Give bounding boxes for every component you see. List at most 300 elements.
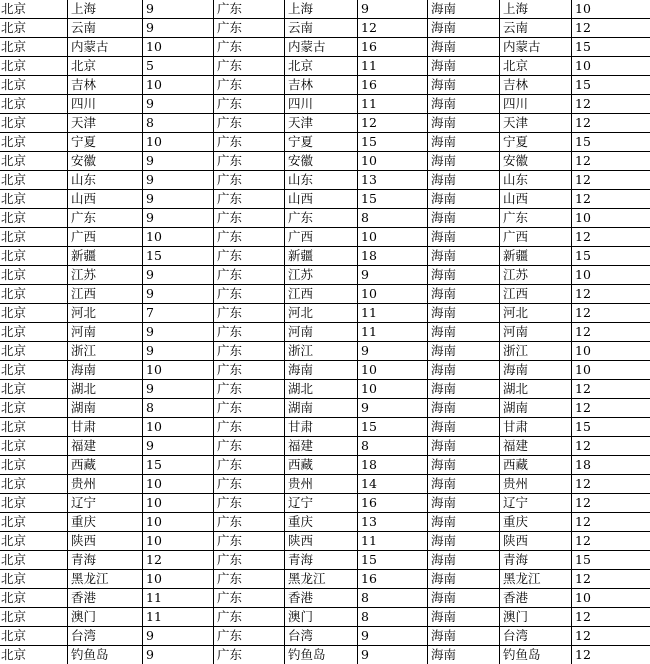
cell-origin[interactable]: 北京	[0, 171, 68, 190]
cell-origin[interactable]: 海南	[428, 608, 500, 627]
cell-destination[interactable]: 青海	[285, 551, 358, 570]
cell-price[interactable]: 12	[572, 95, 650, 114]
cell-destination[interactable]: 广西	[68, 228, 143, 247]
cell-origin[interactable]: 海南	[428, 19, 500, 38]
cell-origin[interactable]: 广东	[214, 456, 285, 475]
cell-destination[interactable]: 河南	[68, 323, 143, 342]
cell-origin[interactable]: 广东	[214, 133, 285, 152]
cell-destination[interactable]: 山东	[500, 171, 572, 190]
cell-origin[interactable]: 广东	[214, 589, 285, 608]
cell-origin[interactable]: 海南	[428, 437, 500, 456]
cell-origin[interactable]: 海南	[428, 323, 500, 342]
cell-destination[interactable]: 新疆	[68, 247, 143, 266]
cell-destination[interactable]: 山东	[68, 171, 143, 190]
cell-origin[interactable]: 北京	[0, 266, 68, 285]
cell-price[interactable]: 9	[143, 323, 214, 342]
cell-destination[interactable]: 上海	[285, 0, 358, 19]
cell-origin[interactable]: 海南	[428, 361, 500, 380]
cell-destination[interactable]: 四川	[68, 95, 143, 114]
cell-origin[interactable]: 北京	[0, 399, 68, 418]
cell-destination[interactable]: 河北	[500, 304, 572, 323]
cell-destination[interactable]: 安徽	[500, 152, 572, 171]
cell-price[interactable]: 11	[358, 323, 428, 342]
cell-destination[interactable]: 陕西	[68, 532, 143, 551]
cell-destination[interactable]: 甘肃	[68, 418, 143, 437]
cell-price[interactable]: 16	[358, 38, 428, 57]
cell-destination[interactable]: 河北	[68, 304, 143, 323]
cell-origin[interactable]: 广东	[214, 418, 285, 437]
cell-origin[interactable]: 北京	[0, 532, 68, 551]
cell-origin[interactable]: 广东	[214, 532, 285, 551]
cell-price[interactable]: 9	[143, 380, 214, 399]
cell-origin[interactable]: 广东	[214, 551, 285, 570]
cell-price[interactable]: 12	[143, 551, 214, 570]
cell-destination[interactable]: 吉林	[68, 76, 143, 95]
cell-price[interactable]: 9	[143, 95, 214, 114]
cell-price[interactable]: 5	[143, 57, 214, 76]
cell-price[interactable]: 15	[358, 133, 428, 152]
cell-price[interactable]: 15	[572, 418, 650, 437]
cell-price[interactable]: 9	[143, 646, 214, 664]
cell-destination[interactable]: 河南	[500, 323, 572, 342]
cell-origin[interactable]: 广东	[214, 228, 285, 247]
cell-origin[interactable]: 海南	[428, 228, 500, 247]
cell-origin[interactable]: 北京	[0, 494, 68, 513]
cell-price[interactable]: 18	[572, 456, 650, 475]
cell-price[interactable]: 9	[143, 152, 214, 171]
cell-price[interactable]: 9	[358, 646, 428, 664]
cell-origin[interactable]: 海南	[428, 57, 500, 76]
cell-price[interactable]: 12	[572, 380, 650, 399]
cell-origin[interactable]: 海南	[428, 171, 500, 190]
cell-origin[interactable]: 海南	[428, 0, 500, 19]
cell-origin[interactable]: 海南	[428, 247, 500, 266]
cell-origin[interactable]: 广东	[214, 475, 285, 494]
cell-price[interactable]: 8	[143, 114, 214, 133]
cell-destination[interactable]: 湖南	[500, 399, 572, 418]
cell-origin[interactable]: 海南	[428, 380, 500, 399]
cell-price[interactable]: 10	[572, 209, 650, 228]
cell-destination[interactable]: 澳门	[500, 608, 572, 627]
cell-price[interactable]: 8	[358, 209, 428, 228]
cell-origin[interactable]: 海南	[428, 95, 500, 114]
cell-price[interactable]: 9	[358, 627, 428, 646]
cell-origin[interactable]: 广东	[214, 513, 285, 532]
cell-origin[interactable]: 广东	[214, 171, 285, 190]
cell-price[interactable]: 8	[358, 589, 428, 608]
cell-destination[interactable]: 内蒙古	[285, 38, 358, 57]
cell-origin[interactable]: 广东	[214, 76, 285, 95]
cell-price[interactable]: 12	[572, 513, 650, 532]
cell-destination[interactable]: 江苏	[68, 266, 143, 285]
cell-destination[interactable]: 江西	[68, 285, 143, 304]
cell-origin[interactable]: 广东	[214, 342, 285, 361]
cell-origin[interactable]: 海南	[428, 133, 500, 152]
cell-price[interactable]: 10	[572, 589, 650, 608]
cell-destination[interactable]: 海南	[500, 361, 572, 380]
cell-destination[interactable]: 台湾	[68, 627, 143, 646]
cell-destination[interactable]: 青海	[68, 551, 143, 570]
cell-price[interactable]: 12	[572, 399, 650, 418]
cell-price[interactable]: 10	[358, 228, 428, 247]
cell-destination[interactable]: 安徽	[68, 152, 143, 171]
cell-destination[interactable]: 台湾	[500, 627, 572, 646]
cell-origin[interactable]: 海南	[428, 190, 500, 209]
cell-origin[interactable]: 北京	[0, 95, 68, 114]
cell-destination[interactable]: 辽宁	[68, 494, 143, 513]
cell-price[interactable]: 12	[572, 437, 650, 456]
cell-destination[interactable]: 上海	[500, 0, 572, 19]
cell-price[interactable]: 13	[358, 513, 428, 532]
cell-destination[interactable]: 海南	[68, 361, 143, 380]
cell-origin[interactable]: 海南	[428, 494, 500, 513]
cell-destination[interactable]: 江西	[285, 285, 358, 304]
cell-price[interactable]: 15	[143, 456, 214, 475]
cell-destination[interactable]: 广西	[500, 228, 572, 247]
cell-price[interactable]: 10	[143, 570, 214, 589]
cell-price[interactable]: 10	[572, 342, 650, 361]
cell-destination[interactable]: 辽宁	[285, 494, 358, 513]
cell-price[interactable]: 15	[143, 247, 214, 266]
cell-origin[interactable]: 广东	[214, 266, 285, 285]
cell-destination[interactable]: 黑龙江	[500, 570, 572, 589]
cell-origin[interactable]: 北京	[0, 437, 68, 456]
cell-price[interactable]: 15	[572, 551, 650, 570]
cell-origin[interactable]: 北京	[0, 19, 68, 38]
cell-destination[interactable]: 吉林	[500, 76, 572, 95]
cell-origin[interactable]: 广东	[214, 608, 285, 627]
cell-origin[interactable]: 北京	[0, 513, 68, 532]
cell-destination[interactable]: 江西	[500, 285, 572, 304]
cell-origin[interactable]: 北京	[0, 589, 68, 608]
cell-price[interactable]: 12	[572, 570, 650, 589]
cell-origin[interactable]: 北京	[0, 380, 68, 399]
cell-origin[interactable]: 北京	[0, 0, 68, 19]
cell-destination[interactable]: 云南	[500, 19, 572, 38]
cell-destination[interactable]: 新疆	[285, 247, 358, 266]
cell-destination[interactable]: 澳门	[68, 608, 143, 627]
cell-price[interactable]: 11	[358, 57, 428, 76]
cell-destination[interactable]: 福建	[68, 437, 143, 456]
cell-destination[interactable]: 台湾	[285, 627, 358, 646]
cell-destination[interactable]: 浙江	[500, 342, 572, 361]
cell-origin[interactable]: 北京	[0, 456, 68, 475]
cell-price[interactable]: 10	[572, 57, 650, 76]
cell-price[interactable]: 12	[572, 646, 650, 664]
cell-destination[interactable]: 香港	[500, 589, 572, 608]
cell-destination[interactable]: 钓鱼岛	[285, 646, 358, 664]
cell-origin[interactable]: 海南	[428, 76, 500, 95]
cell-origin[interactable]: 广东	[214, 304, 285, 323]
cell-price[interactable]: 12	[572, 608, 650, 627]
cell-origin[interactable]: 北京	[0, 304, 68, 323]
cell-destination[interactable]: 香港	[68, 589, 143, 608]
cell-origin[interactable]: 北京	[0, 38, 68, 57]
cell-price[interactable]: 11	[358, 95, 428, 114]
cell-price[interactable]: 12	[358, 114, 428, 133]
cell-destination[interactable]: 新疆	[500, 247, 572, 266]
cell-destination[interactable]: 山西	[285, 190, 358, 209]
cell-destination[interactable]: 黑龙江	[68, 570, 143, 589]
cell-price[interactable]: 18	[358, 247, 428, 266]
cell-destination[interactable]: 北京	[500, 57, 572, 76]
cell-destination[interactable]: 广东	[68, 209, 143, 228]
cell-price[interactable]: 12	[358, 19, 428, 38]
cell-origin[interactable]: 广东	[214, 114, 285, 133]
cell-origin[interactable]: 北京	[0, 323, 68, 342]
cell-destination[interactable]: 海南	[285, 361, 358, 380]
cell-price[interactable]: 12	[572, 152, 650, 171]
cell-destination[interactable]: 重庆	[500, 513, 572, 532]
cell-origin[interactable]: 北京	[0, 418, 68, 437]
cell-origin[interactable]: 北京	[0, 608, 68, 627]
cell-destination[interactable]: 云南	[285, 19, 358, 38]
cell-origin[interactable]: 海南	[428, 513, 500, 532]
cell-price[interactable]: 15	[358, 190, 428, 209]
cell-destination[interactable]: 甘肃	[500, 418, 572, 437]
cell-destination[interactable]: 湖南	[68, 399, 143, 418]
cell-price[interactable]: 9	[143, 266, 214, 285]
cell-price[interactable]: 10	[358, 285, 428, 304]
cell-origin[interactable]: 北京	[0, 342, 68, 361]
cell-price[interactable]: 10	[143, 361, 214, 380]
cell-origin[interactable]: 海南	[428, 551, 500, 570]
cell-destination[interactable]: 陕西	[285, 532, 358, 551]
cell-destination[interactable]: 内蒙古	[68, 38, 143, 57]
cell-destination[interactable]: 山东	[285, 171, 358, 190]
cell-price[interactable]: 12	[572, 171, 650, 190]
cell-origin[interactable]: 广东	[214, 323, 285, 342]
cell-destination[interactable]: 天津	[68, 114, 143, 133]
cell-origin[interactable]: 海南	[428, 570, 500, 589]
cell-price[interactable]: 15	[572, 38, 650, 57]
cell-price[interactable]: 10	[358, 152, 428, 171]
cell-destination[interactable]: 贵州	[500, 475, 572, 494]
cell-price[interactable]: 12	[572, 19, 650, 38]
cell-destination[interactable]: 西藏	[285, 456, 358, 475]
cell-price[interactable]: 9	[143, 437, 214, 456]
cell-origin[interactable]: 北京	[0, 570, 68, 589]
cell-origin[interactable]: 海南	[428, 646, 500, 664]
cell-origin[interactable]: 广东	[214, 190, 285, 209]
cell-origin[interactable]: 北京	[0, 361, 68, 380]
cell-price[interactable]: 15	[572, 76, 650, 95]
cell-price[interactable]: 15	[572, 247, 650, 266]
cell-origin[interactable]: 北京	[0, 57, 68, 76]
cell-price[interactable]: 9	[143, 285, 214, 304]
cell-destination[interactable]: 山西	[500, 190, 572, 209]
cell-destination[interactable]: 重庆	[285, 513, 358, 532]
cell-destination[interactable]: 湖北	[285, 380, 358, 399]
cell-price[interactable]: 12	[572, 627, 650, 646]
cell-origin[interactable]: 海南	[428, 627, 500, 646]
cell-price[interactable]: 11	[143, 589, 214, 608]
cell-destination[interactable]: 广东	[285, 209, 358, 228]
cell-destination[interactable]: 青海	[500, 551, 572, 570]
cell-destination[interactable]: 陕西	[500, 532, 572, 551]
cell-price[interactable]: 10	[572, 0, 650, 19]
cell-destination[interactable]: 贵州	[285, 475, 358, 494]
cell-origin[interactable]: 广东	[214, 209, 285, 228]
cell-price[interactable]: 12	[572, 323, 650, 342]
cell-origin[interactable]: 北京	[0, 247, 68, 266]
cell-price[interactable]: 12	[572, 494, 650, 513]
cell-price[interactable]: 7	[143, 304, 214, 323]
cell-destination[interactable]: 湖北	[68, 380, 143, 399]
cell-origin[interactable]: 北京	[0, 76, 68, 95]
cell-origin[interactable]: 广东	[214, 152, 285, 171]
cell-destination[interactable]: 甘肃	[285, 418, 358, 437]
cell-destination[interactable]: 重庆	[68, 513, 143, 532]
cell-destination[interactable]: 宁夏	[285, 133, 358, 152]
cell-origin[interactable]: 广东	[214, 646, 285, 664]
cell-origin[interactable]: 北京	[0, 627, 68, 646]
cell-origin[interactable]: 广东	[214, 627, 285, 646]
cell-origin[interactable]: 海南	[428, 304, 500, 323]
cell-origin[interactable]: 海南	[428, 418, 500, 437]
cell-origin[interactable]: 广东	[214, 0, 285, 19]
cell-price[interactable]: 12	[572, 304, 650, 323]
cell-destination[interactable]: 浙江	[68, 342, 143, 361]
cell-origin[interactable]: 广东	[214, 19, 285, 38]
cell-price[interactable]: 12	[572, 228, 650, 247]
cell-origin[interactable]: 广东	[214, 285, 285, 304]
cell-price[interactable]: 10	[143, 133, 214, 152]
cell-destination[interactable]: 四川	[285, 95, 358, 114]
cell-price[interactable]: 11	[143, 608, 214, 627]
cell-origin[interactable]: 广东	[214, 38, 285, 57]
cell-destination[interactable]: 广东	[500, 209, 572, 228]
cell-destination[interactable]: 辽宁	[500, 494, 572, 513]
cell-price[interactable]: 9	[143, 171, 214, 190]
cell-origin[interactable]: 北京	[0, 285, 68, 304]
cell-origin[interactable]: 海南	[428, 456, 500, 475]
cell-price[interactable]: 9	[143, 190, 214, 209]
cell-destination[interactable]: 江苏	[285, 266, 358, 285]
cell-price[interactable]: 16	[358, 570, 428, 589]
cell-origin[interactable]: 广东	[214, 437, 285, 456]
cell-destination[interactable]: 天津	[285, 114, 358, 133]
cell-origin[interactable]: 海南	[428, 532, 500, 551]
cell-price[interactable]: 10	[143, 228, 214, 247]
cell-destination[interactable]: 河南	[285, 323, 358, 342]
cell-origin[interactable]: 广东	[214, 57, 285, 76]
cell-price[interactable]: 9	[358, 266, 428, 285]
cell-destination[interactable]: 西藏	[68, 456, 143, 475]
cell-origin[interactable]: 海南	[428, 209, 500, 228]
cell-destination[interactable]: 天津	[500, 114, 572, 133]
cell-origin[interactable]: 北京	[0, 152, 68, 171]
cell-price[interactable]: 12	[572, 532, 650, 551]
cell-origin[interactable]: 海南	[428, 266, 500, 285]
cell-price[interactable]: 10	[143, 475, 214, 494]
cell-price[interactable]: 10	[572, 266, 650, 285]
cell-price[interactable]: 10	[143, 513, 214, 532]
cell-price[interactable]: 11	[358, 304, 428, 323]
cell-destination[interactable]: 安徽	[285, 152, 358, 171]
cell-price[interactable]: 18	[358, 456, 428, 475]
cell-origin[interactable]: 北京	[0, 133, 68, 152]
cell-destination[interactable]: 吉林	[285, 76, 358, 95]
cell-destination[interactable]: 浙江	[285, 342, 358, 361]
cell-destination[interactable]: 四川	[500, 95, 572, 114]
cell-origin[interactable]: 广东	[214, 361, 285, 380]
cell-price[interactable]: 9	[143, 342, 214, 361]
cell-price[interactable]: 15	[358, 418, 428, 437]
cell-price[interactable]: 11	[358, 532, 428, 551]
cell-origin[interactable]: 海南	[428, 399, 500, 418]
cell-origin[interactable]: 海南	[428, 114, 500, 133]
cell-price[interactable]: 10	[143, 532, 214, 551]
cell-price[interactable]: 10	[358, 380, 428, 399]
cell-price[interactable]: 10	[358, 361, 428, 380]
cell-price[interactable]: 12	[572, 114, 650, 133]
cell-destination[interactable]: 湖北	[500, 380, 572, 399]
cell-origin[interactable]: 北京	[0, 475, 68, 494]
cell-destination[interactable]: 黑龙江	[285, 570, 358, 589]
cell-price[interactable]: 15	[572, 133, 650, 152]
cell-price[interactable]: 8	[358, 608, 428, 627]
cell-destination[interactable]: 宁夏	[68, 133, 143, 152]
cell-price[interactable]: 8	[143, 399, 214, 418]
cell-price[interactable]: 10	[143, 76, 214, 95]
cell-origin[interactable]: 北京	[0, 190, 68, 209]
cell-destination[interactable]: 上海	[68, 0, 143, 19]
cell-destination[interactable]: 福建	[500, 437, 572, 456]
cell-price[interactable]: 10	[572, 361, 650, 380]
cell-destination[interactable]: 广西	[285, 228, 358, 247]
cell-origin[interactable]: 广东	[214, 494, 285, 513]
cell-price[interactable]: 9	[143, 627, 214, 646]
cell-origin[interactable]: 北京	[0, 114, 68, 133]
cell-price[interactable]: 9	[358, 342, 428, 361]
cell-price[interactable]: 10	[143, 418, 214, 437]
cell-origin[interactable]: 北京	[0, 228, 68, 247]
cell-origin[interactable]: 北京	[0, 646, 68, 664]
cell-destination[interactable]: 云南	[68, 19, 143, 38]
cell-destination[interactable]: 钓鱼岛	[500, 646, 572, 664]
cell-price[interactable]: 13	[358, 171, 428, 190]
cell-price[interactable]: 14	[358, 475, 428, 494]
cell-price[interactable]: 9	[358, 0, 428, 19]
cell-origin[interactable]: 海南	[428, 589, 500, 608]
cell-origin[interactable]: 海南	[428, 285, 500, 304]
cell-origin[interactable]: 广东	[214, 570, 285, 589]
cell-origin[interactable]: 广东	[214, 247, 285, 266]
cell-origin[interactable]: 北京	[0, 209, 68, 228]
cell-destination[interactable]: 澳门	[285, 608, 358, 627]
cell-destination[interactable]: 湖南	[285, 399, 358, 418]
cell-price[interactable]: 9	[143, 19, 214, 38]
cell-origin[interactable]: 海南	[428, 342, 500, 361]
cell-destination[interactable]: 北京	[68, 57, 143, 76]
cell-destination[interactable]: 山西	[68, 190, 143, 209]
cell-origin[interactable]: 北京	[0, 551, 68, 570]
cell-origin[interactable]: 广东	[214, 399, 285, 418]
cell-origin[interactable]: 广东	[214, 380, 285, 399]
cell-price[interactable]: 10	[143, 38, 214, 57]
cell-origin[interactable]: 海南	[428, 38, 500, 57]
cell-price[interactable]: 9	[358, 399, 428, 418]
cell-destination[interactable]: 贵州	[68, 475, 143, 494]
cell-price[interactable]: 12	[572, 285, 650, 304]
cell-destination[interactable]: 江苏	[500, 266, 572, 285]
cell-origin[interactable]: 海南	[428, 475, 500, 494]
cell-destination[interactable]: 福建	[285, 437, 358, 456]
cell-destination[interactable]: 钓鱼岛	[68, 646, 143, 664]
cell-price[interactable]: 16	[358, 76, 428, 95]
cell-price[interactable]: 10	[143, 494, 214, 513]
